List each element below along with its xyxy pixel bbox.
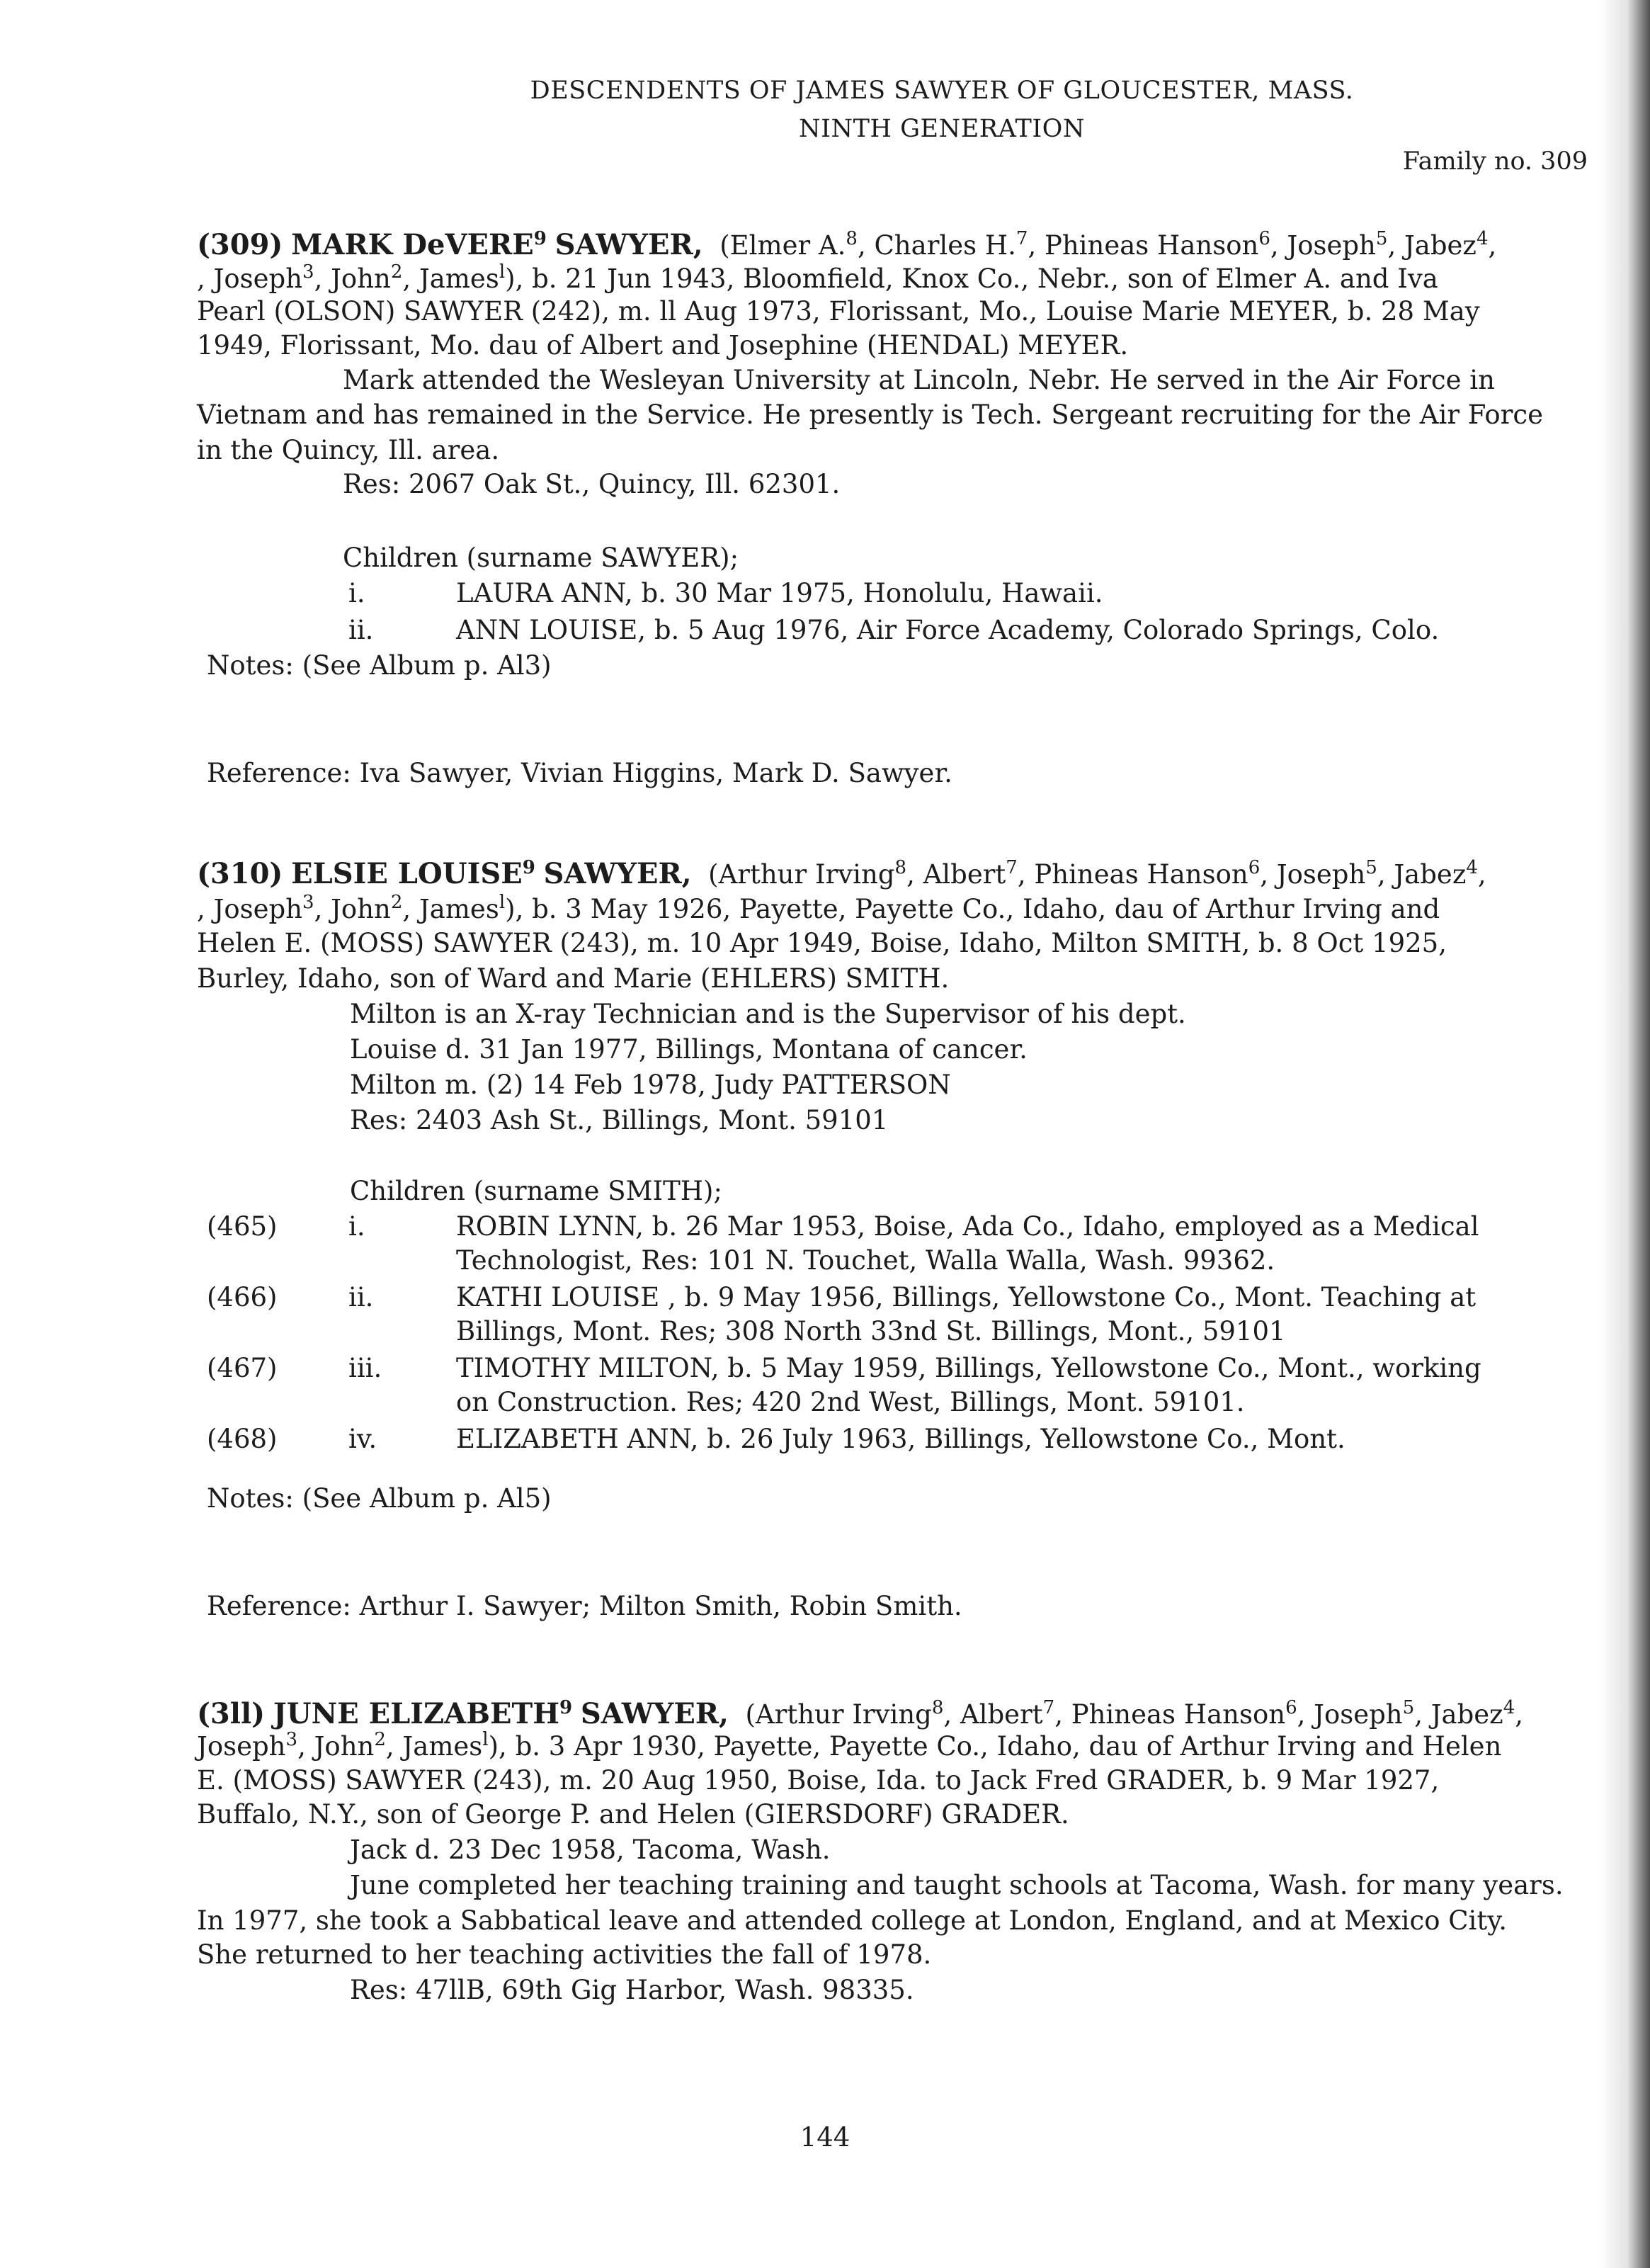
lineage: (Arthur Irving$^8$, Albert$^7$, Phineas Hanson$^6$, Joseph$^5$, Jabez$^4$, xyxy=(745,1697,1523,1730)
residence: Res: 2067 Oak St., Quincy, Ill. 62301. xyxy=(343,469,841,499)
lineage: (Elmer A.$^8$, Charles H.$^7$, Phineas Hanson$^6$, Joseph$^5$, Jabez$^4$, xyxy=(719,228,1497,261)
bio-line-3: in the Quincy, Ill. area. xyxy=(197,435,500,465)
entry-heading xyxy=(197,228,1496,261)
document-title: DESCENDENTS OF JAMES SAWYER OF GLOUCESTER, MASS. xyxy=(530,76,1354,105)
entry-surname: SAWYER, xyxy=(580,1697,729,1730)
entry-line-3: Helen E. (MOSS) SAWYER (243), m. 10 Apr 1949, Boise, Idaho, Milton SMITH, b. 8 Oct 1925, xyxy=(197,928,1447,958)
bio-line-1: June completed her teaching training and taught schools at Tacoma, Wash. for many years. xyxy=(350,1870,1564,1900)
children-heading: Children (surname SAWYER); xyxy=(343,543,739,573)
entry-heading xyxy=(197,1697,1523,1730)
reference: Reference: Iva Sawyer, Vivian Higgins, Mark D. Sawyer. xyxy=(207,758,952,788)
reference: Reference: Arthur I. Sawyer; Milton Smith, Robin Smith. xyxy=(207,1591,962,1621)
entry-name: MARK DeVERE xyxy=(291,228,534,261)
entry-line-3: Pearl (OLSON) SAWYER (242), m. ll Aug 1973, Florissant, Mo., Louise Marie MEYER, b. 28 May xyxy=(197,296,1480,327)
page-edge-shadow xyxy=(1600,0,1650,2268)
bio-line-2: In 1977, she took a Sabbatical leave and attended college at London, England, and at Mexico City. xyxy=(197,1905,1507,1936)
entry-surname: SAWYER, xyxy=(543,857,692,890)
entry-id: (310) xyxy=(197,857,283,890)
entry-surname: SAWYER, xyxy=(554,228,703,261)
entry-line-2: , Joseph$^3$, John$^2$, James$^l$), b. 3 May 1926, Payette, Payette Co., Idaho, dau of Arthur Irving and xyxy=(197,892,1440,924)
entry-id: (309) xyxy=(197,228,283,261)
bio-line-3: She returned to her teaching activities the fall of 1978. xyxy=(197,1939,932,1970)
document-page: DESCENDENTS OF JAMES SAWYER OF GLOUCESTER, MASS. NINTH GENERATION Family no. 309 (309) MARK DeVERE$^9$ SAWYER, (Elmer A.$^8$, Charles H.$^7$, Phineas Hanson$^6$, Joseph$^5$, Jabez$^4$, , Joseph$^3$, John$^2$, James$^l$), b. 21 Jun 1943, Bloomfield, Knox Co., Nebr., son of Elmer A. and Iva Pearl (OLSON) SAWYER (242), m. ll Aug 1973, Florissant, Mo., Louise Marie MEYER, b. 28 May 1949, Florissant, Mo. dau of Albert and Josephine (HENDAL) MEYER. Mark attended the Wesleyan University at Lincoln, Nebr. He served in the Air Force in Vietnam and has remained in the Service. He presently is Tech. Sergeant recruiting for the Air Force in the Quincy, Ill. area. Res: 2067 Oak St., Quincy, Ill. 62301. Children (surname SAWYER); i. LAURA ANN, b. 30 Mar 1975, Honolulu, Hawaii. ii. ANN LOUISE, b. 5 Aug 1976, Air Force Academy, Colorado Springs, Colo. Notes: (See Album p. Al3) Reference: Iva Sawyer, Vivian Higgins, Mark D. Sawyer. (310) ELSIE LOUISE$^9$ SAWYER, (Arthur Irving$^8$, Albert$^7$, Phineas Hanson$^6$, Joseph$^5$, Jabez$^4$, , Joseph$^3$, John$^2$, James$^l$), b. 3 May 1926, Payette, Payette Co., Idaho, dau of Arthur Irving and Helen E. (MOSS) SAWYER (243), m. 10 Apr 1949, Boise, Idaho, Milton SMITH, b. 8 Oct 1925, Burley, Idaho, son of Ward and Marie (EHLERS) SMITH. Milton is an X-ray Technician and is the Supervisor of his dept. Louise d. 31 Jan 1977, Billings, Montana of cancer. Milton m. (2) 14 Feb 1978, Judy PATTERSON Res: 2403 Ash St., Billings, Mont. 59101 Children (surname SMITH); (465) i. ROBIN LYNN, b. 26 Mar 1953, Boise, Ada Co., Idaho, employed as a Medical Technologist, Res: 101 N. Touchet, Walla Walla, Wash. 99362. (466) ii. KATHI LOUISE , b. 9 May 1956, Billings, Yellowstone Co., Mont. Teaching at Billings, Mont. Res; 308 North 33nd St. Billings, Mont., 59101 (467) iii. TIMOTHY MILTON, b. 5 May 1959, Billings, Yellowstone Co., Mont., working on Construction. Res; 420 2nd West, Billings, Mont. 59101. (468) iv. ELIZABETH ANN, b. 26 July 1963, Billings, Yellowstone Co., Mont. Notes: (See Album p. Al5) Reference: Arthur I. Sawyer; Milton Smith, Robin Smith. (3ll) JUNE ELIZABETH$^9$ SAWYER, (Arthur Irving$^8$, Albert$^7$, Phineas Hanson$^6$, Joseph$^5$, Jabez$^4$, Joseph$^3$, John$^2$, James$^l$), b. 3 Apr 1930, Payette, Payette Co., Idaho, dau of Arthur Irving and Helen E. (MOSS) SAWYER (243), m. 20 Aug 1950, Boise, Ida. to Jack Fred GRADER, b. 9 Mar 1927, Buffalo, N.Y., son of George P. and Helen (GIERSDORF) GRADER. Jack d. 23 Dec 1958, Tacoma, Wash. June completed her teaching training and taught schools at Tacoma, Wash. for many years. In 1977, she took a Sabbatical leave and attended college at London, England, and at Mexico City. She returned to her teaching activities the fall of 1978. Res: 47llB, 69th Gig Harbor, Wash. 98335. 144 xyxy=(0,0,1650,2268)
entry-name: JUNE ELIZABETH xyxy=(273,1697,560,1730)
bio-line-2: Vietnam and has remained in the Service. He presently is Tech. Sergeant recruiting for the Air Force xyxy=(197,399,1544,430)
entry-line-4: Buffalo, N.Y., son of George P. and Helen (GIERSDORF) GRADER. xyxy=(197,1799,1069,1830)
note-line-2: Louise d. 31 Jan 1977, Billings, Montana of cancer. xyxy=(350,1034,1028,1065)
album-notes: Notes: (See Album p. Al5) xyxy=(207,1483,552,1514)
generation-title: NINTH GENERATION xyxy=(799,115,1085,143)
family-number: Family no. 309 xyxy=(1402,147,1588,176)
note-line-3: Milton m. (2) 14 Feb 1978, Judy PATTERSON xyxy=(350,1070,951,1100)
page-number: 144 xyxy=(800,2122,850,2153)
entry-line-2: Joseph$^3$, John$^2$, James$^l$), b. 3 Apr 1930, Payette, Payette Co., Idaho, dau of Arthur Irving and Helen xyxy=(197,1729,1502,1762)
generation-sup: 9 xyxy=(522,857,535,878)
note-line-1: Milton is an X-ray Technician and is the Supervisor of his dept. xyxy=(350,999,1186,1029)
entry-heading xyxy=(197,857,1486,890)
lineage: (Arthur Irving$^8$, Albert$^7$, Phineas Hanson$^6$, Joseph$^5$, Jabez$^4$, xyxy=(708,857,1486,890)
generation-sup: 9 xyxy=(559,1697,573,1718)
death-note: Jack d. 23 Dec 1958, Tacoma, Wash. xyxy=(350,1835,831,1865)
album-notes: Notes: (See Album p. Al3) xyxy=(207,650,552,681)
entry-id: (3ll) xyxy=(197,1697,266,1730)
entry-name: ELSIE LOUISE xyxy=(291,857,523,890)
entry-line-4: 1949, Florissant, Mo. dau of Albert and Josephine (HENDAL) MEYER. xyxy=(197,330,1129,361)
generation-sup: 9 xyxy=(533,228,547,249)
entry-line-4: Burley, Idaho, son of Ward and Marie (EHLERS) SMITH. xyxy=(197,963,950,994)
children-heading: Children (surname SMITH); xyxy=(350,1176,722,1206)
residence: Res: 47llB, 69th Gig Harbor, Wash. 98335. xyxy=(350,1975,914,2005)
entry-line-3: E. (MOSS) SAWYER (243), m. 20 Aug 1950, Boise, Ida. to Jack Fred GRADER, b. 9 Mar 1927, xyxy=(197,1765,1440,1796)
bio-line-1: Mark attended the Wesleyan University at Lincoln, Nebr. He served in the Air Force in xyxy=(343,365,1495,395)
residence: Res: 2403 Ash St., Billings, Mont. 59101 xyxy=(350,1105,889,1135)
entry-line-2: , Joseph$^3$, John$^2$, James$^l$), b. 21 Jun 1943, Bloomfield, Knox Co., Nebr., son of Elmer A. and Iva xyxy=(197,261,1438,294)
